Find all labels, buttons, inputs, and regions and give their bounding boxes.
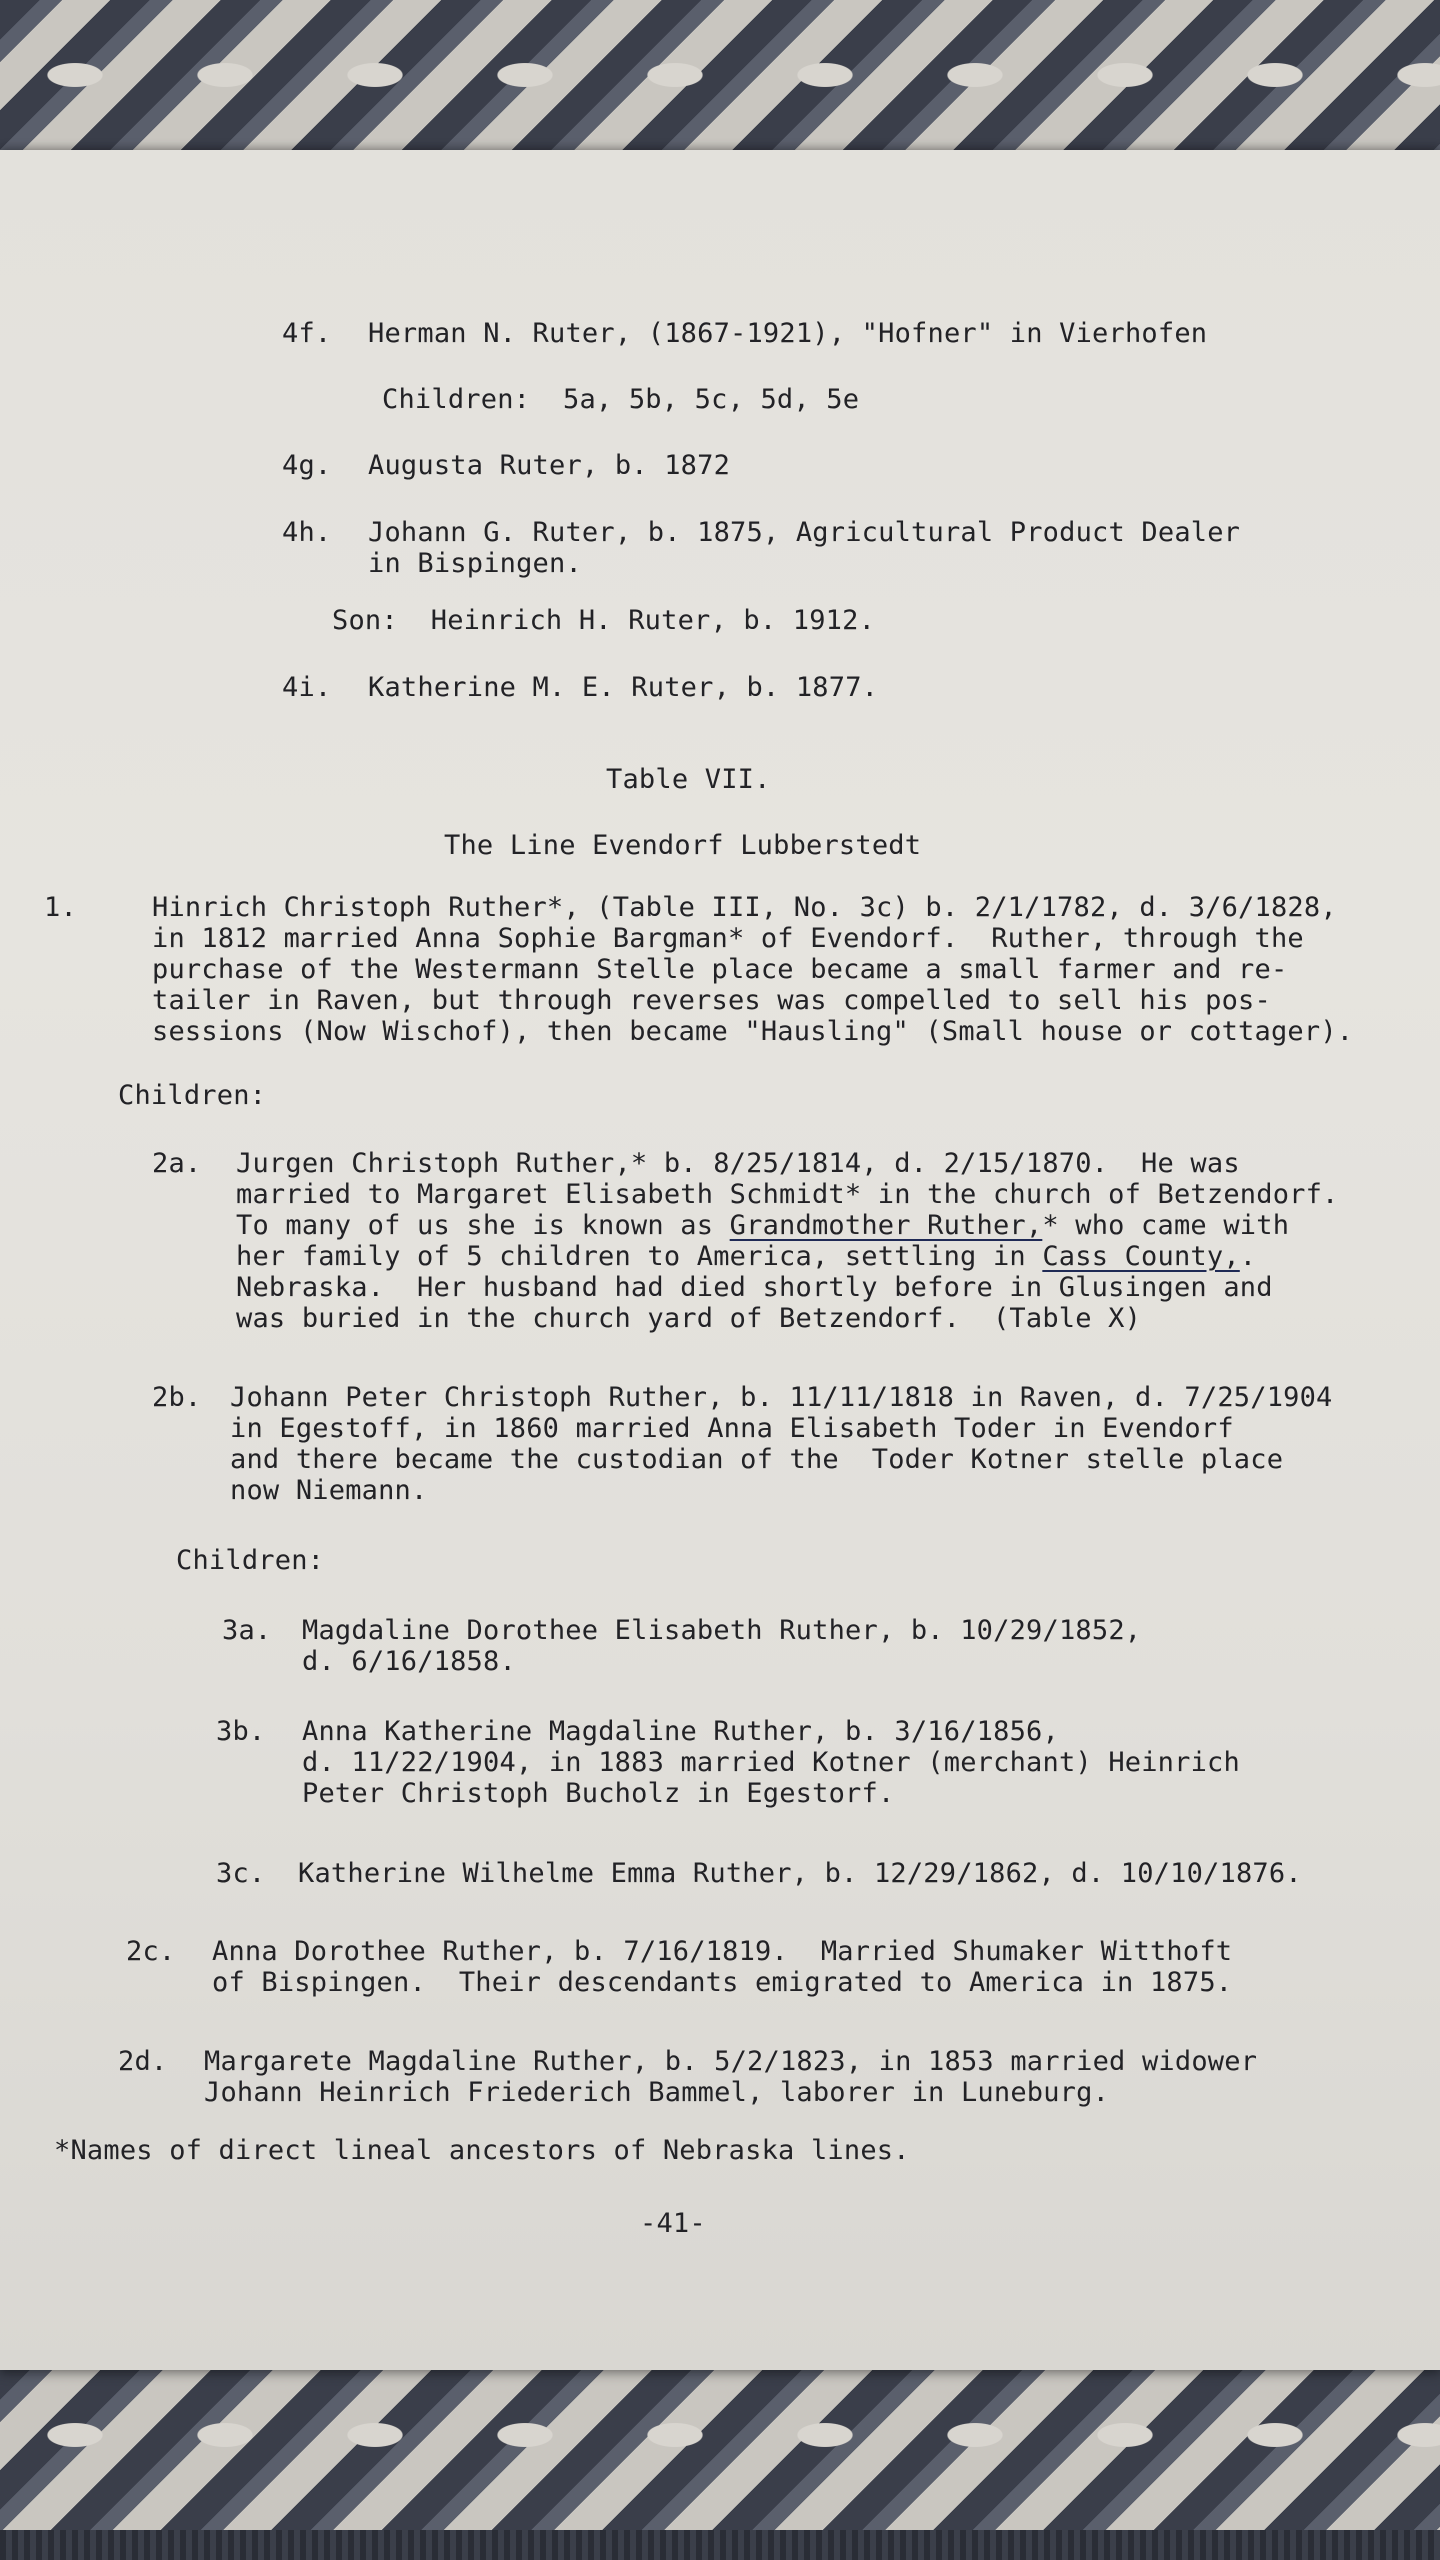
entry-1-line: sessions (Now Wischof), then became "Hausling" (Small house or cottager). xyxy=(152,1016,1354,1047)
entry-label-4h: 4h. xyxy=(282,517,332,548)
entry-2a-text: To many of us she is known as xyxy=(236,1210,730,1241)
entry-label-4i: 4i. xyxy=(282,672,332,703)
table-title: Table VII. xyxy=(606,764,771,795)
fabric-border-bottom xyxy=(0,2360,1440,2560)
entry-text-4h-cont: in Bispingen. xyxy=(368,548,582,579)
entry-label-2c: 2c. xyxy=(126,1936,176,1967)
entry-3c-line: Katherine Wilhelme Emma Ruther, b. 12/29/1862, d. 10/10/1876. xyxy=(298,1858,1302,1889)
entry-2b-line: Johann Peter Christoph Ruther, b. 11/11/1818 in Raven, d. 7/25/1904 xyxy=(230,1382,1333,1413)
page-number: -41- xyxy=(640,2208,706,2239)
entry-text-4h: Johann G. Ruter, b. 1875, Agricultural Product Dealer xyxy=(368,517,1241,548)
entry-3b-line: d. 11/22/1904, in 1883 married Kotner (merchant) Heinrich xyxy=(302,1747,1240,1778)
cass-county-underlined: Cass County, xyxy=(1042,1241,1240,1272)
entry-text-4i: Katherine M. E. Ruter, b. 1877. xyxy=(368,672,879,703)
entry-1-line: tailer in Raven, but through reverses was compelled to sell his pos- xyxy=(152,985,1271,1016)
entry-2b-line: now Niemann. xyxy=(230,1475,428,1506)
entry-2a-text: her family of 5 children to America, settling in xyxy=(236,1241,1043,1272)
entry-3a-line: d. 6/16/1858. xyxy=(302,1646,516,1677)
entry-text-4g: Augusta Ruter, b. 1872 xyxy=(368,450,731,481)
entry-label-2a: 2a. xyxy=(152,1148,202,1179)
document-page xyxy=(0,150,1440,2370)
entry-2c-line: Anna Dorothee Ruther, b. 7/16/1819. Married Shumaker Witthoft xyxy=(212,1936,1233,1967)
entry-2a-line-underlined xyxy=(236,1210,1289,1241)
entry-1-line: Hinrich Christoph Ruther*, (Table III, No. 3c) b. 2/1/1782, d. 3/6/1828, xyxy=(152,892,1337,923)
entry-text-4h-son: Son: Heinrich H. Ruter, b. 1912. xyxy=(332,605,876,636)
entry-2d-line: Margarete Magdaline Ruther, b. 5/2/1823, in 1853 married widower xyxy=(204,2046,1258,2077)
entry-2b-line: in Egestoff, in 1860 married Anna Elisabeth Toder in Evendorf xyxy=(230,1413,1234,1444)
entry-1-line: purchase of the Westermann Stelle place became a small farmer and re- xyxy=(152,954,1288,985)
entry-2a-line: Nebraska. Her husband had died shortly before in Glusingen and xyxy=(236,1272,1273,1303)
entry-label-2d: 2d. xyxy=(118,2046,168,2077)
children-heading: Children: xyxy=(176,1545,325,1576)
entry-label-3a: 3a. xyxy=(222,1615,272,1646)
entry-2d-line: Johann Heinrich Friederich Bammel, laborer in Luneburg. xyxy=(204,2077,1110,2108)
children-heading: Children: xyxy=(118,1080,267,1111)
entry-2a-line: was buried in the church yard of Betzendorf. (Table X) xyxy=(236,1303,1142,1334)
entry-label-3c: 3c. xyxy=(216,1858,266,1889)
entry-2a-text: * who came with xyxy=(1042,1210,1290,1241)
entry-2a-text: . xyxy=(1239,1241,1257,1272)
grandmother-ruther-underlined: Grandmother Ruther, xyxy=(729,1210,1043,1241)
entry-3b-line: Anna Katherine Magdaline Ruther, b. 3/16/1856, xyxy=(302,1716,1059,1747)
entry-label-2b: 2b. xyxy=(152,1382,202,1413)
entry-3b-line: Peter Christoph Bucholz in Egestorf. xyxy=(302,1778,895,1809)
entry-2a-line: married to Margaret Elisabeth Schmidt* in the church of Betzendorf. xyxy=(236,1179,1339,1210)
entry-2c-line: of Bispingen. Their descendants emigrated to America in 1875. xyxy=(212,1967,1233,1998)
entry-2a-line-underlined xyxy=(236,1241,1256,1272)
entry-1-line: in 1812 married Anna Sophie Bargman* of Evendorf. Ruther, through the xyxy=(152,923,1304,954)
entry-2b-line: and there became the custodian of the Toder Kotner stelle place xyxy=(230,1444,1284,1475)
entry-label-1: 1. xyxy=(44,892,77,923)
footnote: *Names of direct lineal ancestors of Nebraska lines. xyxy=(54,2135,910,2166)
entry-text-4f-children: Children: 5a, 5b, 5c, 5d, 5e xyxy=(382,384,860,415)
entry-label-3b: 3b. xyxy=(216,1716,266,1747)
entry-label-4g: 4g. xyxy=(282,450,332,481)
entry-text-4f: Herman N. Ruter, (1867-1921), "Hofner" in Vierhofen xyxy=(368,318,1208,349)
entry-2a-line: Jurgen Christoph Ruther,* b. 8/25/1814, d. 2/15/1870. He was xyxy=(236,1148,1240,1179)
entry-label-4f: 4f. xyxy=(282,318,332,349)
table-subtitle: The Line Evendorf Lubberstedt xyxy=(444,830,922,861)
entry-3a-line: Magdaline Dorothee Elisabeth Ruther, b. 10/29/1852, xyxy=(302,1615,1142,1646)
fabric-border-top xyxy=(0,0,1440,158)
